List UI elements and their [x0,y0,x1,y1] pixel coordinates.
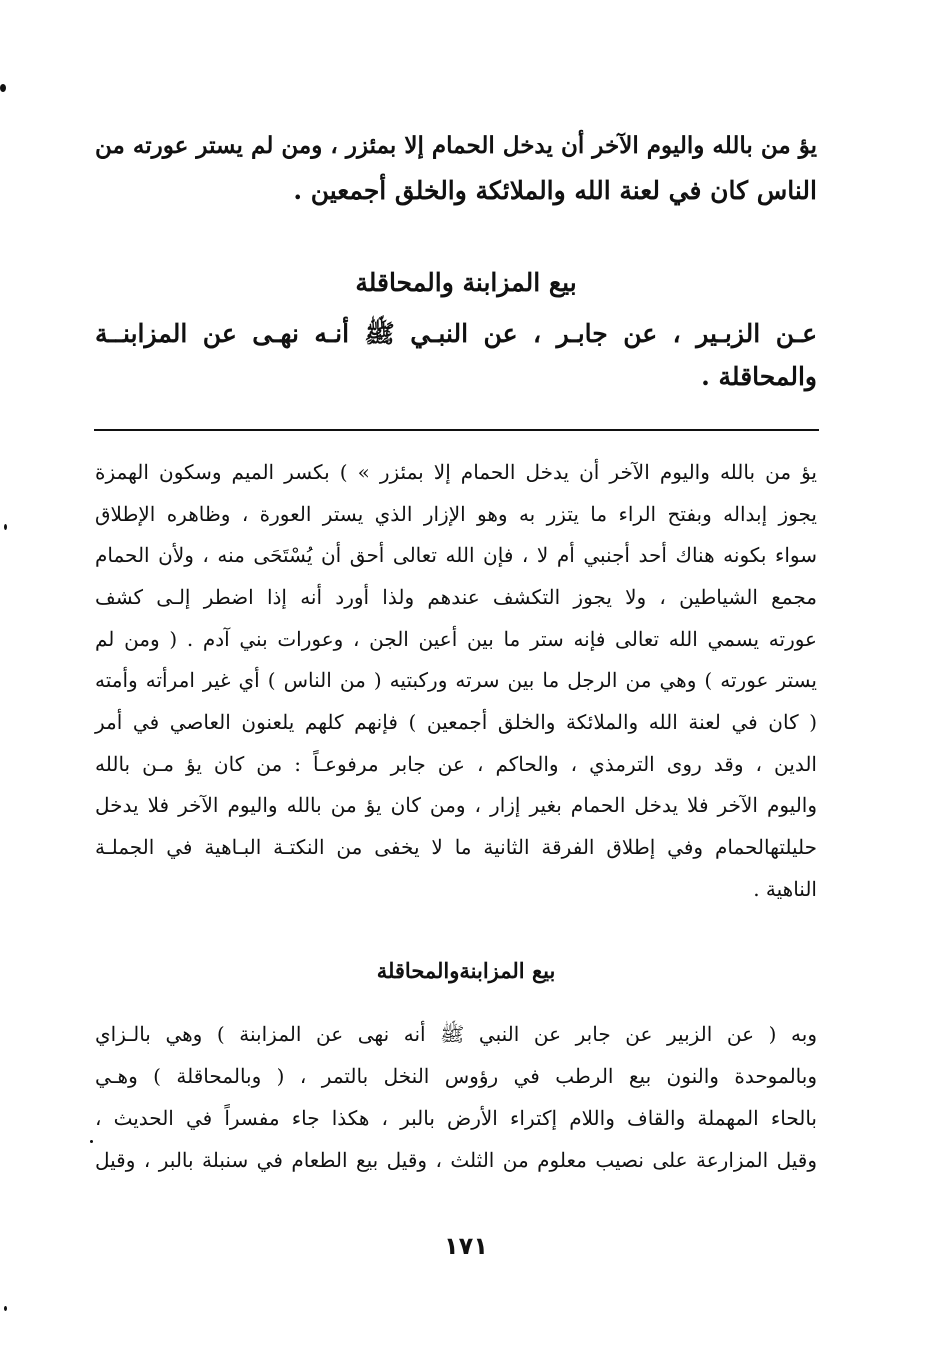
commentary-2-line: وبه ( عن الزبير عن جابر عن النبي ﷺ أنه نهى عن المزابنة ) وهي بالـزاي [95,1022,817,1046]
scan-speck [4,524,7,530]
hadith-line-1: يؤ من بالله واليوم الآخر أن يدخل الحمام إلا بمئزر ، ومن لم يستر عورته من [95,132,817,159]
commentary-line: عورته يسمي الله تعالى فإنه ستر ما بين أعين الجن ، وعورات بني آدم . ( ومن لم [95,627,817,651]
section-line-2: والمحاقلة . [701,362,817,391]
commentary-line: حليلتهالحمام وفي إطلاق الفرقة الثانية ما لا يخفى من النكتـة البـاهية في الجملـة [95,835,817,859]
scan-speck [0,84,6,92]
commentary-2-line: وقيل المزارعة على نصيب معلوم من الثلث ، وقيل بيع الطعام في سنبلة بالبر ، وقيل [95,1148,817,1172]
footnote-divider [94,429,819,431]
commentary-line: يؤ من بالله واليوم الآخر أن يدخل الحمام إلا بمئزر » ) بكسر الميم وسكون الهمزة [95,460,817,484]
commentary-2-line: بالحاء المهملة والقاف واللام إكتراء الأرض بالبر ، هكذا جاء مفسراً في الحديث ، [95,1106,817,1130]
commentary-line: الدين ، وقد روى الترمذي ، والحاكم ، عن جابر مرفوعـاً : من كان يؤ مـن بالله [95,752,817,776]
commentary-2-line: وبالموحدة والنون بيع الرطب في رؤوس النخل بالتمر ، ( وبالمحاقلة ) وهـي [95,1064,817,1088]
commentary-line: يستر عورته ) وهي من الرجل ما بين سرته وركبتيه ( من الناس ) أي غير امرأته وأمته [95,668,817,692]
page-number: ١٧١ [444,1232,488,1260]
scan-speck [90,1140,93,1143]
commentary-heading: بيع المزابنةوالمحاقلة [376,958,556,983]
commentary-line: مجمع الشياطين ، ولا يجوز التكشف عندهم ولذا أورد أنه إذا اضطر إلـى كشف [95,585,817,609]
hadith-line-2: الناس كان في لعنة الله والملائكة والخلق أجمعين . [293,176,817,205]
commentary-line: الناهية . [753,877,817,901]
scan-speck [4,1306,7,1311]
commentary-line: سواء بكونه هناك أحد أجنبي أم لا ، فإن الله تعالى أحق أن يُسْتَحَى منه ، ولأن الحمام [95,543,817,567]
section-line-1: عـن الزبـير ، عن جابـر ، عن النبـي ﷺ أنـه نهـى عن المزابنــة [95,319,817,348]
commentary-line: ( كان في لعنة الله والملائكة والخلق أجمعين ) فإنهم كلهم يلعنون العاصي في أمر [95,710,817,734]
commentary-line: واليوم الآخر فلا يدخل الحمام بغير إزار ، ومن كان يؤ من بالله واليوم الآخر فلا يدخل [95,793,817,817]
section-heading: بيع المزابنة والمحاقلة [355,268,577,297]
commentary-line: يجوز إبداله وبفتح الراء ما يتزر به وهو الإزار الذي يستر العورة ، وظاهره الإطلاق [95,502,817,526]
